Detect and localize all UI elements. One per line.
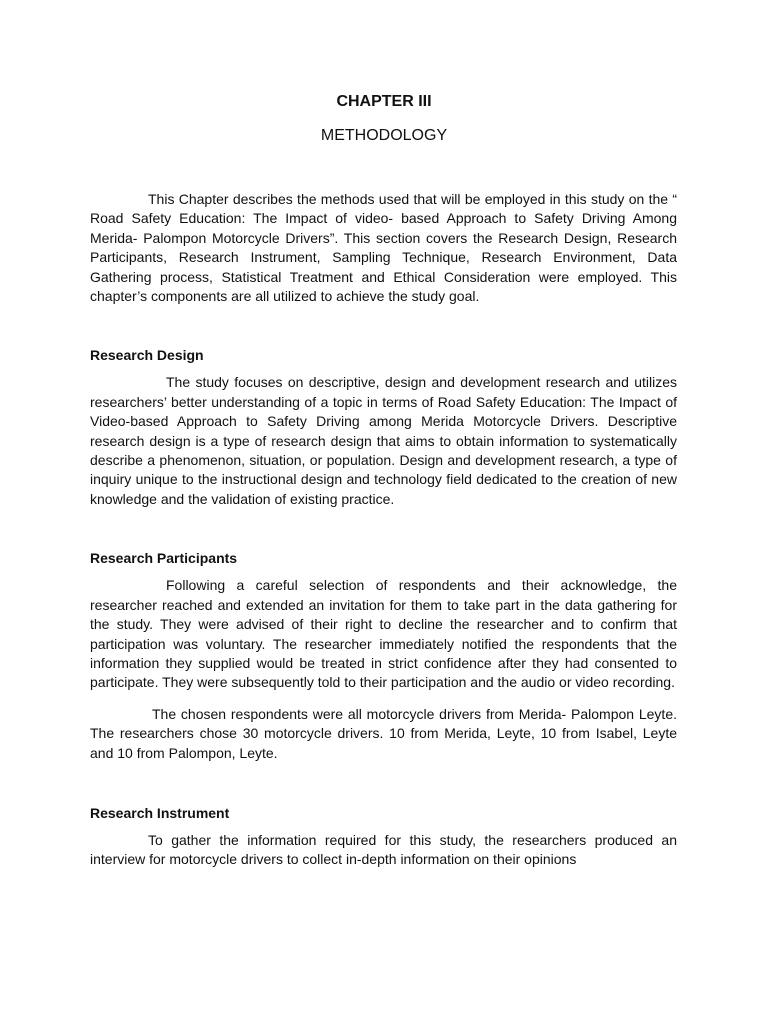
document-body [90, 190, 677, 870]
section-heading-research-design: Research Design [90, 347, 204, 364]
section-heading-research-participants: Research Participants [90, 550, 238, 567]
research-instrument-paragraph: To gather the information required for this study, the researchers produced an interview for motorcycle drivers to collect in-depth information on their opinions [90, 831, 677, 868]
research-participants-paragraph-1: Following a careful selection of respondents and their acknowledge, the researcher reached and extended an invitation for them to take part in the data gathering for the study. They were advised of their right to decline the researcher and to confirm that participation was voluntary. The researcher immediately notified the respondents that the information they supplied would be treated in strict confidence after they had consented to participate. They were subsequently told to their participation and the audio or video recording. [90, 577, 677, 691]
chapter-title: METHODOLOGY [320, 127, 448, 144]
section-heading-research-instrument: Research Instrument [90, 804, 230, 821]
research-participants-paragraph-2: The chosen respondents were all motorcycle drivers from Merida- Palompon Leyte. The researchers chose 30 motorcycle drivers. 10 from Merida, Leyte, 10 from Isabel, Leyte and 10 from Palompon, Leyte. [90, 705, 677, 761]
intro-paragraph: This Chapter describes the methods used that will be employed in this study on the “ Road Safety Education: The Impact of video- based Approach to Safety Driving Among Merida- Palompon Motorcycle Drivers”. This section covers the Research Design, Research Participants, Research Instrument, Sampling Technique, Research Environment, Data Gathering process, Statistical Treatment and Ethical Consideration were employed. This chapter’s components are all utilized to achieve the study goal. [90, 191, 677, 305]
chapter-number: CHAPTER III [336, 93, 432, 110]
research-design-paragraph: The study focuses on descriptive, design and development research and utilizes researchers’ better understanding of a topic in terms of Road Safety Education: The Impact of Video-based Approach to Safety Driving among Merida Motorcycle Drivers. Descriptive research design is a type of research design that aims to obtain information to systematically describe a phenomenon, situation, or population. Design and development research, a type of inquiry unique to the instructional design and technology field dedicated to the creation of new knowledge and the validation of existing practice. [90, 374, 677, 507]
